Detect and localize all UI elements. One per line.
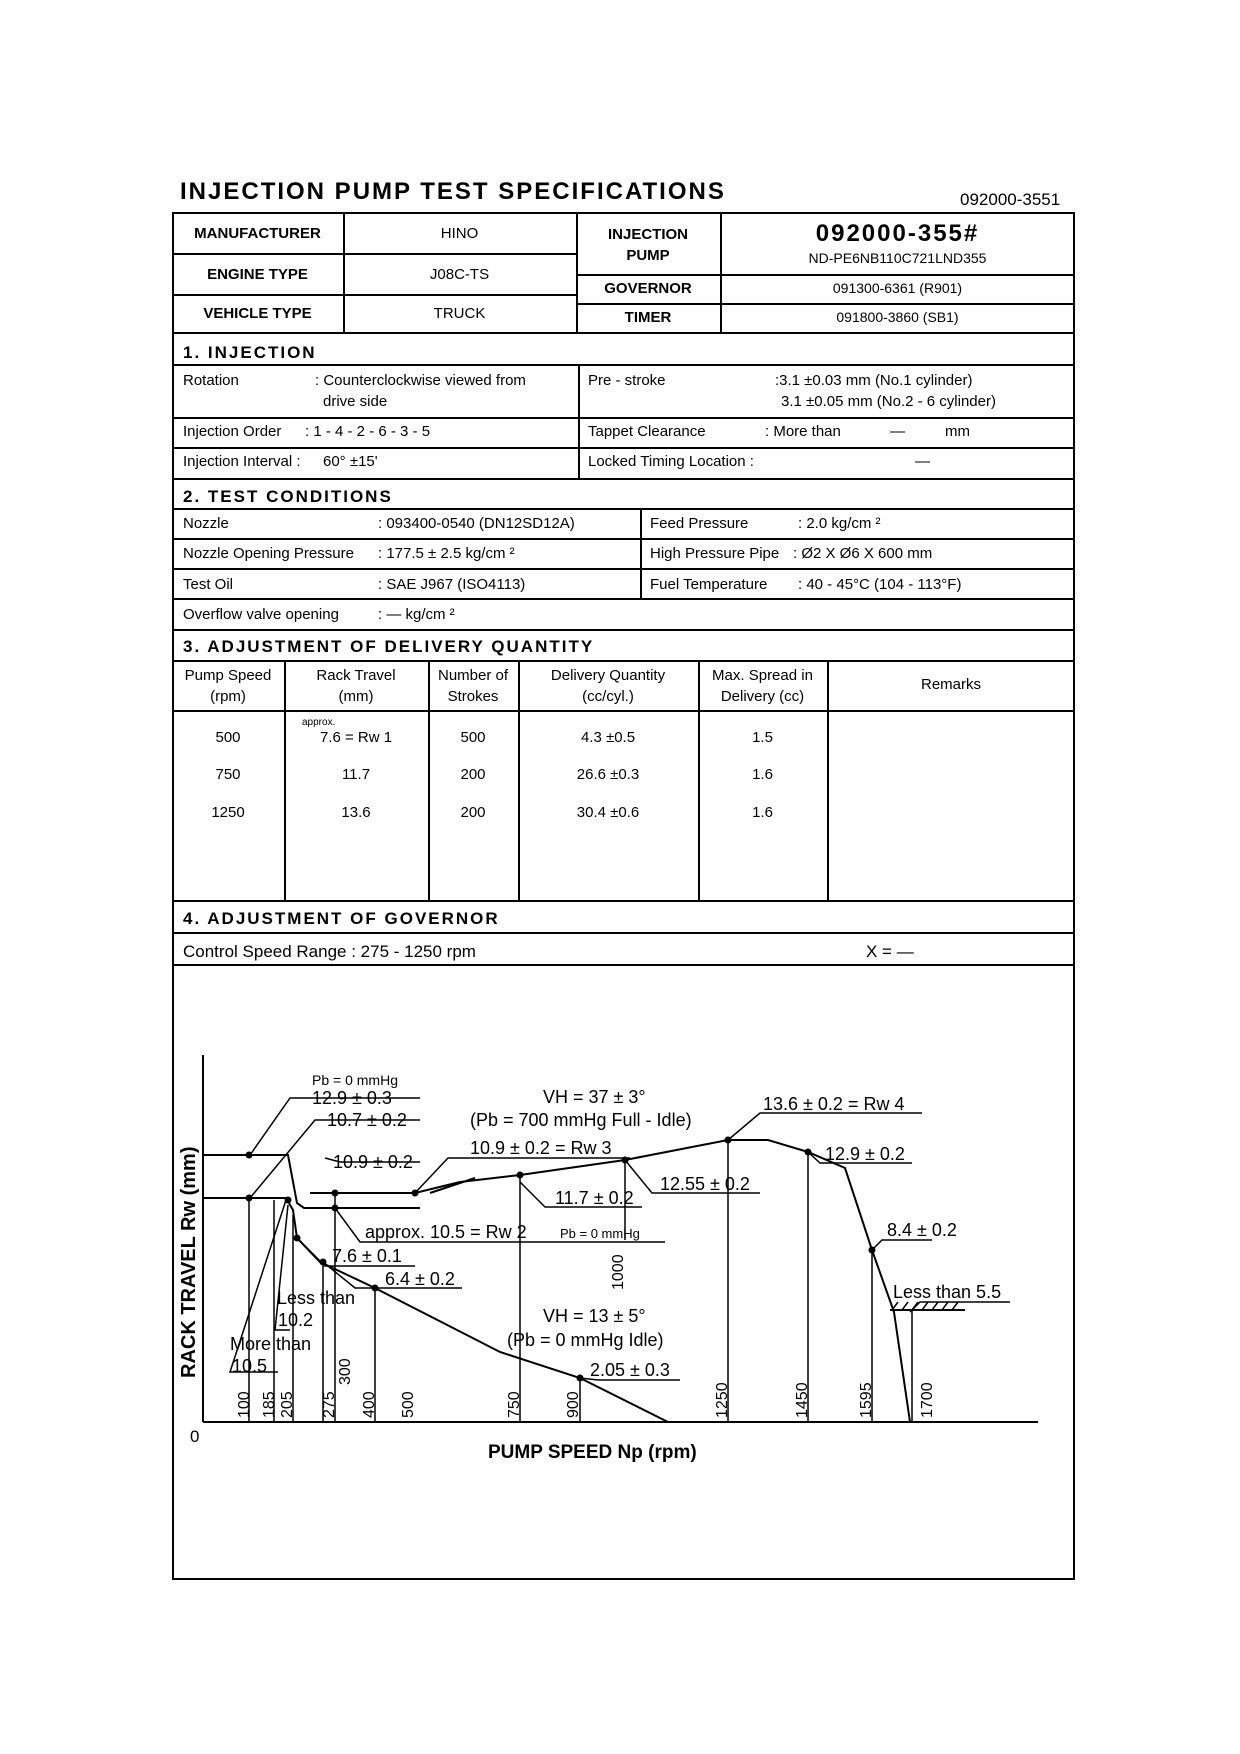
timer-value: 091800-3860 (SB1) [836,309,959,325]
rw3-label: 10.9 ± 0.2 = Rw 3 [470,1138,612,1158]
delivery-heading: 3. ADJUSTMENT OF DELIVERY QUANTITY [183,637,595,656]
page-title: INJECTION PUMP TEST SPECIFICATIONS [180,178,726,205]
row-rack: 7.6 = Rw 1 [319,729,393,746]
x-tick: 1700 [919,1382,936,1418]
locked-timing-label: Locked Timing Location : [588,453,754,470]
prestroke-value-2: 3.1 ±0.05 mm (No.2 - 6 cylinder) [781,393,996,410]
more-than-label: More than [230,1334,312,1354]
fuel-temperature-value: : 40 - 45°C (104 - 113°F) [798,576,962,593]
row-spread: 1.6 [752,804,773,821]
governor-label: GOVERNOR [604,280,692,297]
rotation-value-2: drive side [323,393,388,410]
rotation-value: : Counterclockwise viewed from [315,372,526,389]
row-strokes: 200 [460,804,486,821]
label-10-7-0-2: 10.7 ± 0.2 [327,1110,407,1130]
x-tick: 1250 [714,1382,731,1418]
col-strokes: Number of [437,667,509,684]
col-rack-travel: Rack Travel [316,667,396,684]
row-delivery: 4.3 ±0.5 [580,729,636,746]
governor-heading: 4. ADJUSTMENT OF GOVERNOR [183,909,500,928]
rw2-label: approx. 10.5 = Rw 2 [365,1222,527,1242]
label-8-4-0-2: 8.4 ± 0.2 [887,1220,957,1240]
pb0-idle-label: (Pb = 0 mmHg Idle) [507,1330,664,1350]
overflow-valve-label: Overflow valve opening [183,606,339,623]
engine-type-label: ENGINE TYPE [207,266,308,283]
pump-number: 092000-355# [815,220,980,247]
label-10-9-0-2: 10.9 ± 0.2 [333,1152,413,1172]
origin-label: 0 [190,1427,200,1446]
row-delivery: 26.6 ±0.3 [576,766,640,783]
doc-number: 092000-3551 [960,190,1061,209]
injection-interval-label: Injection Interval : [183,453,301,470]
label-12-9-0-3: 12.9 ± 0.3 [312,1088,392,1108]
injection-order-label: Injection Order [183,423,282,440]
injection-pump-label-2: PUMP [626,247,670,264]
prestroke-value: :3.1 ±0.03 mm (No.1 cylinder) [775,372,973,389]
test-oil-label: Test Oil [183,576,234,593]
feed-pressure-label: Feed Pressure [650,515,749,532]
col-delivery: Delivery Quantity [550,667,666,684]
tappet-dash: — [890,423,905,440]
injection-order-value: : 1 - 4 - 2 - 6 - 3 - 5 [305,423,431,440]
row-strokes: 500 [460,729,486,746]
row-spread: 1.5 [752,729,773,746]
col-pump-speed: Pump Speed [184,667,272,684]
label-2-05-0-3: 2.05 ± 0.3 [590,1360,670,1380]
label-12-55-0-2: 12.55 ± 0.2 [660,1174,750,1194]
high-pressure-pipe-value: : Ø2 X Ø6 X 600 mm [793,545,933,562]
vh37-label: VH = 37 ± 3° [543,1087,646,1107]
manufacturer-value: HINO [440,225,479,242]
row-strokes: 200 [460,766,486,783]
label-6-4-0-2: 6.4 ± 0.2 [385,1269,455,1289]
label-12-9-0-2: 12.9 ± 0.2 [825,1144,905,1164]
row-rack: 11.7 [341,766,371,783]
col-rack-travel-unit: (mm) [338,688,374,705]
tappet-label: Tappet Clearance [588,423,706,440]
manufacturer-label: MANUFACTURER [194,225,321,242]
label-7-6-0-1: 7.6 ± 0.1 [332,1246,402,1266]
prestroke-label: Pre - stroke [588,372,666,389]
y-axis-label: RACK TRAVEL Rw (mm) [178,1146,200,1378]
x-tick: 300 [337,1358,354,1385]
col-remarks: Remarks [920,676,981,693]
injection-interval-value: 60° ±15' [323,453,378,470]
row-speed: 500 [215,729,241,746]
tappet-value: : More than [765,423,841,440]
nozzle-opening-pressure-value: : 177.5 ± 2.5 kg/cm ² [378,545,515,562]
x-tick: 1000 [610,1254,627,1290]
fuel-temperature-label: Fuel Temperature [650,576,768,593]
x-tick: 900 [565,1391,582,1418]
x-tick: 1450 [794,1382,811,1418]
x-tick: 400 [361,1391,378,1418]
timer-label: TIMER [624,309,672,326]
vh13-label: VH = 13 ± 5° [543,1306,646,1326]
engine-type-value: J08C-TS [429,266,490,283]
nozzle-opening-pressure-label: Nozzle Opening Pressure [183,545,354,562]
row-rack: 13.6 [341,804,371,821]
less-than-value: 10.2 [278,1310,314,1330]
vehicle-type-value: TRUCK [433,305,486,322]
x-value: X = — [866,942,914,961]
injection-heading: 1. INJECTION [183,343,317,362]
x-tick: 500 [400,1391,417,1418]
x-tick: 1595 [858,1382,875,1418]
pump-model: ND-PE6NB110C721LND355 [808,250,987,266]
pb0-top-label: Pb = 0 mmHg [312,1072,398,1088]
high-pressure-pipe-label: High Pressure Pipe [650,545,780,562]
approx-note: approx. [302,717,336,728]
test-oil-value: : SAE J967 (ISO4113) [378,576,526,593]
rw4-label: 13.6 ± 0.2 = Rw 4 [763,1094,905,1114]
more-than-value: 10.5 [232,1356,268,1376]
x-axis-label: PUMP SPEED Np (rpm) [488,1442,697,1463]
nozzle-value: : 093400-0540 (DN12SD12A) [378,515,575,532]
col-spread: Max. Spread in [712,667,813,684]
row-spread: 1.6 [752,766,773,783]
tappet-unit: mm [945,423,970,440]
feed-pressure-value: : 2.0 kg/cm ² [798,515,881,532]
row-speed: 750 [215,766,241,783]
governor-value: 091300-6361 (R901) [832,280,963,296]
col-delivery-unit: (cc/cyl.) [582,688,634,705]
less-than-label: Less than [277,1288,356,1308]
x-tick: 205 [279,1391,296,1418]
x-tick: 100 [236,1391,253,1418]
col-pump-speed-unit: (rpm) [210,688,246,705]
x-tick: 185 [261,1391,278,1418]
pb700-label: (Pb = 700 mmHg Full - Idle) [470,1110,692,1130]
control-speed-range: Control Speed Range : 275 - 1250 rpm [183,942,476,961]
pb0-mid-label: Pb = 0 mmHg [560,1226,640,1241]
vehicle-type-label: VEHICLE TYPE [203,305,312,322]
locked-timing-value: — [915,453,930,470]
x-tick: 750 [506,1391,523,1418]
injection-pump-label: INJECTION [607,226,688,243]
col-spread-unit: Delivery (cc) [720,688,805,705]
row-delivery: 30.4 ±0.6 [576,804,640,821]
x-tick: 275 [321,1391,338,1418]
row-speed: 1250 [211,804,245,821]
label-11-7-0-2: 11.7 ± 0.2 [555,1188,634,1208]
rotation-label: Rotation [183,372,239,389]
test-conditions-heading: 2. TEST CONDITIONS [183,487,393,506]
col-strokes-unit: Strokes [447,688,499,705]
nozzle-label: Nozzle [183,515,229,532]
less-than-5-5-label: Less than 5.5 [893,1282,1002,1302]
overflow-valve-value: : — kg/cm ² [378,606,455,623]
